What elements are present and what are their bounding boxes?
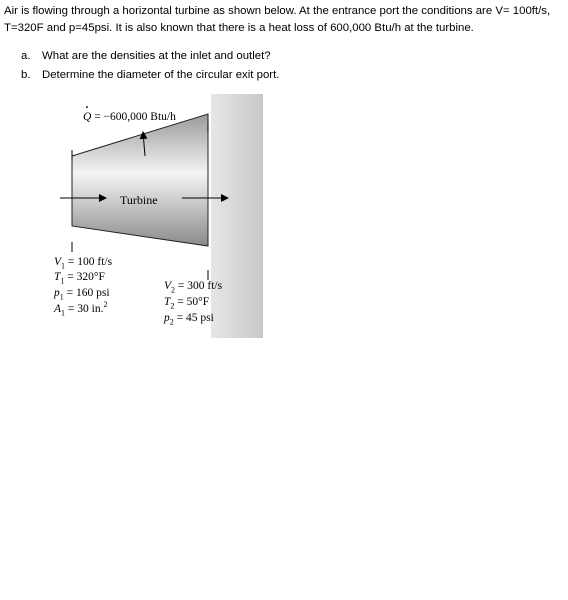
turbine-body (72, 114, 208, 246)
turbine-figure (48, 94, 263, 338)
outlet-velocity: $V_2 = 300$ ft/s (164, 280, 223, 295)
inlet-pressure: $p_1 = 160$ psi (54, 287, 110, 302)
inlet-velocity: $V_1 = 100$ ft/s (54, 256, 113, 271)
question-text: What are the densities at the inlet and outlet? (42, 50, 271, 62)
question-text: Determine the diameter of the circular exit port. (42, 69, 280, 81)
inlet-area: $A_1 = 30$ in.$^2$ (54, 300, 108, 318)
problem-intro: Air is flowing through a horizontal turbine as shown below. At the entrance port the conditions are V= 100ft/s, T=320F and p=45psi. It is also known that there is a heat loss of 600,000 Btu/h at the turbine. (4, 5, 551, 34)
question-marker: b. (21, 69, 31, 81)
question-list (21, 47, 279, 85)
question-marker: a. (21, 50, 31, 62)
outlet-pressure: $p_2 = 45$ psi (164, 312, 214, 327)
outlet-temperature: $T_2 = 50^\circ F$ (164, 296, 210, 311)
question-item (21, 47, 279, 66)
page-shadow-strip (211, 94, 263, 338)
heat-rate-label: · Q = −600,000 Btu/h (83, 111, 176, 123)
inlet-temperature: $T_1 = 320^\circ F$ (54, 271, 105, 286)
question-item (21, 66, 279, 85)
turbine-label: Turbine (120, 193, 158, 207)
turbine-diagram (48, 94, 263, 338)
